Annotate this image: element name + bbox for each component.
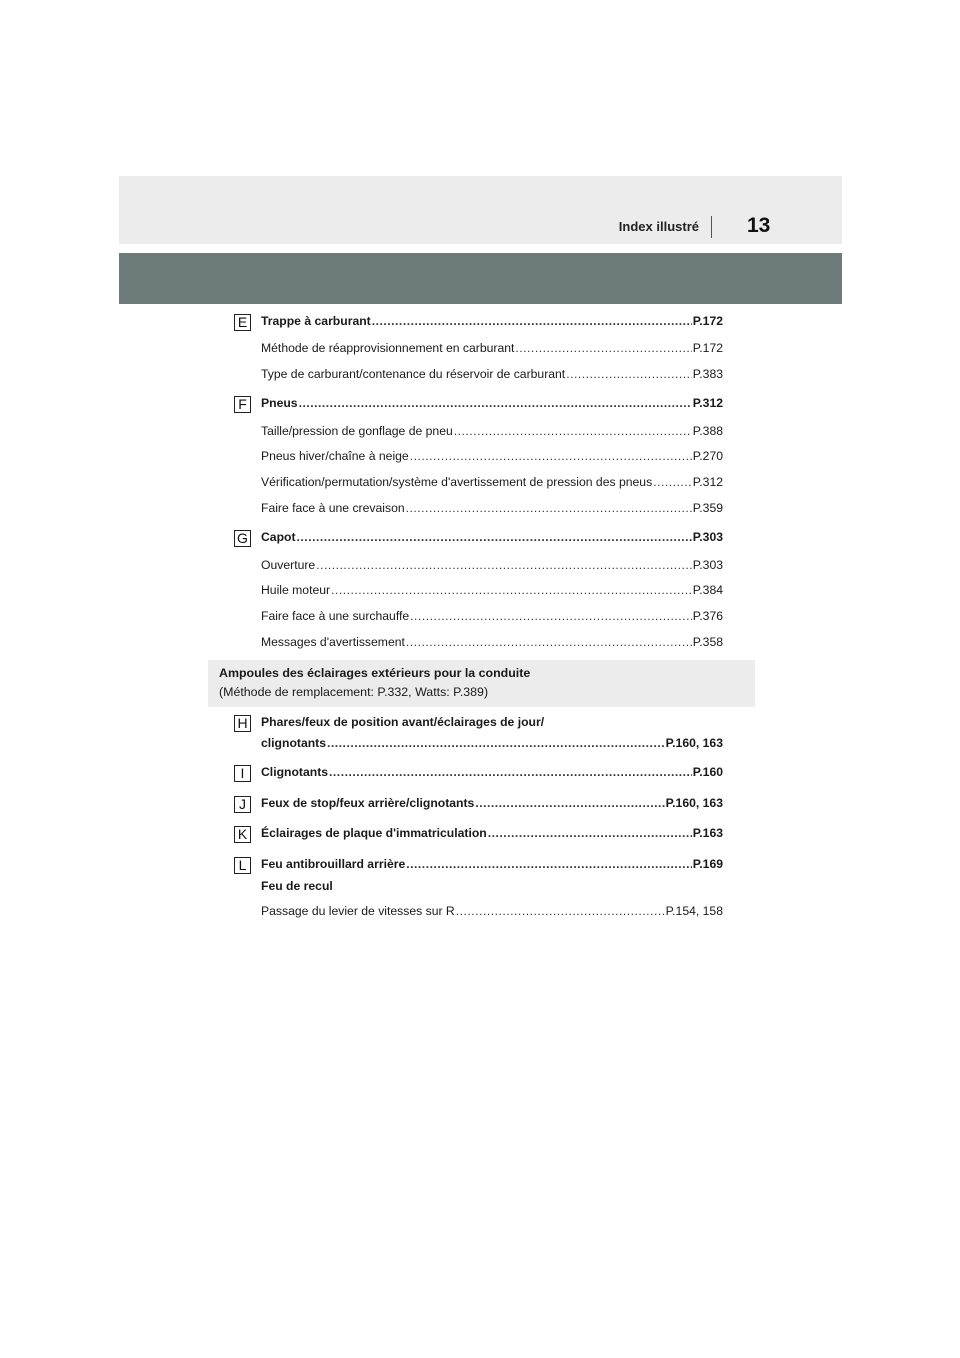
entry-label: Feux de stop/feux arrière/clignotants	[261, 796, 475, 810]
note-subtitle: (Méthode de remplacement: P.332, Watts: P.389)	[219, 685, 489, 699]
page-number: 13	[747, 214, 771, 237]
dot-leader	[515, 341, 691, 355]
entry-page: P.359	[692, 501, 723, 515]
section-letter-j: J	[234, 796, 251, 813]
index-subentry[interactable]	[261, 635, 723, 653]
entry-label: Capot	[261, 530, 296, 544]
bulbs-note-box	[208, 660, 755, 707]
entry-label: Pneus hiver/chaîne à neige	[261, 449, 409, 463]
section-letter-h: H	[234, 715, 251, 732]
entry-label: Vérification/permutation/système d'avertissement de pression des pneus	[261, 475, 653, 489]
index-subentry[interactable]	[261, 609, 723, 627]
dot-leader	[454, 424, 692, 438]
dot-leader	[329, 765, 692, 779]
dot-leader	[316, 558, 692, 572]
entry-label: Ouverture	[261, 558, 316, 572]
entry-page: P.270	[692, 449, 723, 463]
index-subentry[interactable]	[261, 341, 723, 359]
dot-leader	[653, 475, 692, 489]
entry-page: P.169	[692, 857, 723, 871]
index-subentry[interactable]	[261, 424, 723, 442]
index-subentry[interactable]	[261, 904, 723, 922]
entry-page: P.303	[692, 558, 723, 572]
entry-page: P.383	[692, 367, 723, 381]
entry-label: Clignotants	[261, 765, 329, 779]
index-subentry[interactable]	[261, 367, 723, 385]
entry-label: Huile moteur	[261, 583, 331, 597]
dot-leader	[488, 826, 692, 840]
index-entry-plate-lights[interactable]	[261, 826, 723, 844]
index-subentry[interactable]	[261, 449, 723, 467]
dot-leader	[566, 367, 692, 381]
dot-leader	[327, 736, 665, 750]
entry-page: P.358	[692, 635, 723, 649]
entry-label: Feu antibrouillard arrière	[261, 857, 406, 871]
entry-page: P.303	[692, 530, 723, 544]
dot-leader	[299, 396, 692, 410]
entry-page: P.172	[692, 341, 723, 355]
dot-leader	[406, 501, 692, 515]
entry-label: Faire face à une surchauffe	[261, 609, 410, 623]
dot-leader	[475, 796, 664, 810]
entry-page: P.160, 163	[665, 736, 723, 750]
entry-page: P.172	[692, 314, 723, 328]
index-entry-reverse-light: Feu de recul	[261, 879, 333, 893]
index-subentry[interactable]	[261, 583, 723, 601]
note-title: Ampoules des éclairages extérieurs pour la conduite	[219, 666, 531, 680]
entry-label: Messages d'avertissement	[261, 635, 405, 649]
entry-label: Faire face à une crevaison	[261, 501, 405, 515]
index-entry-line: Phares/feux de position avant/éclairages de jour/	[261, 715, 545, 729]
section-letter-e: E	[234, 314, 251, 331]
entry-page: P.163	[692, 826, 723, 840]
entry-label: Méthode de réapprovisionnement en carburant	[261, 341, 515, 355]
dot-leader	[406, 635, 692, 649]
dot-leader	[331, 583, 692, 597]
section-letter-i: I	[234, 765, 251, 782]
entry-page: P.312	[692, 396, 723, 410]
section-letter-k: K	[234, 826, 251, 843]
index-entry-stop-lights[interactable]	[261, 796, 723, 814]
section-letter-f: F	[234, 396, 251, 413]
entry-label: Type de carburant/contenance du réservoir de carburant	[261, 367, 566, 381]
index-entry-turn-signals[interactable]	[261, 765, 723, 783]
entry-label: Taille/pression de gonflage de pneu	[261, 424, 453, 438]
dot-leader	[406, 857, 691, 871]
dot-leader	[372, 314, 692, 328]
header-title: Index illustré	[618, 219, 699, 234]
entry-label: Trappe à carburant	[261, 314, 371, 328]
index-entry-headlights[interactable]	[261, 736, 723, 754]
entry-page: P.384	[692, 583, 723, 597]
index-entry-fuel-door[interactable]	[261, 314, 723, 332]
entry-label: Passage du levier de vitesses sur R	[261, 904, 455, 918]
entry-page: P.160, 163	[665, 796, 723, 810]
index-entry-tires[interactable]	[261, 396, 723, 414]
index-entry-hood[interactable]	[261, 530, 723, 548]
entry-page: P.154, 158	[665, 904, 723, 918]
dot-leader	[297, 530, 692, 544]
entry-page: P.388	[692, 424, 723, 438]
entry-page: P.312	[692, 475, 723, 489]
section-letter-g: G	[234, 530, 251, 547]
index-subentry[interactable]	[261, 558, 723, 576]
dot-leader	[410, 609, 692, 623]
section-letter-l: L	[234, 857, 251, 874]
index-entry-rear-fog-light[interactable]	[261, 857, 723, 875]
entry-label: clignotants	[261, 736, 327, 750]
dot-leader	[410, 449, 692, 463]
entry-label: Éclairages de plaque d'immatriculation	[261, 826, 487, 840]
index-subentry[interactable]	[261, 501, 723, 519]
entry-label: Pneus	[261, 396, 298, 410]
entry-page: P.376	[692, 609, 723, 623]
entry-page: P.160	[692, 765, 723, 779]
index-subentry[interactable]	[261, 475, 723, 493]
dot-leader	[456, 904, 665, 918]
